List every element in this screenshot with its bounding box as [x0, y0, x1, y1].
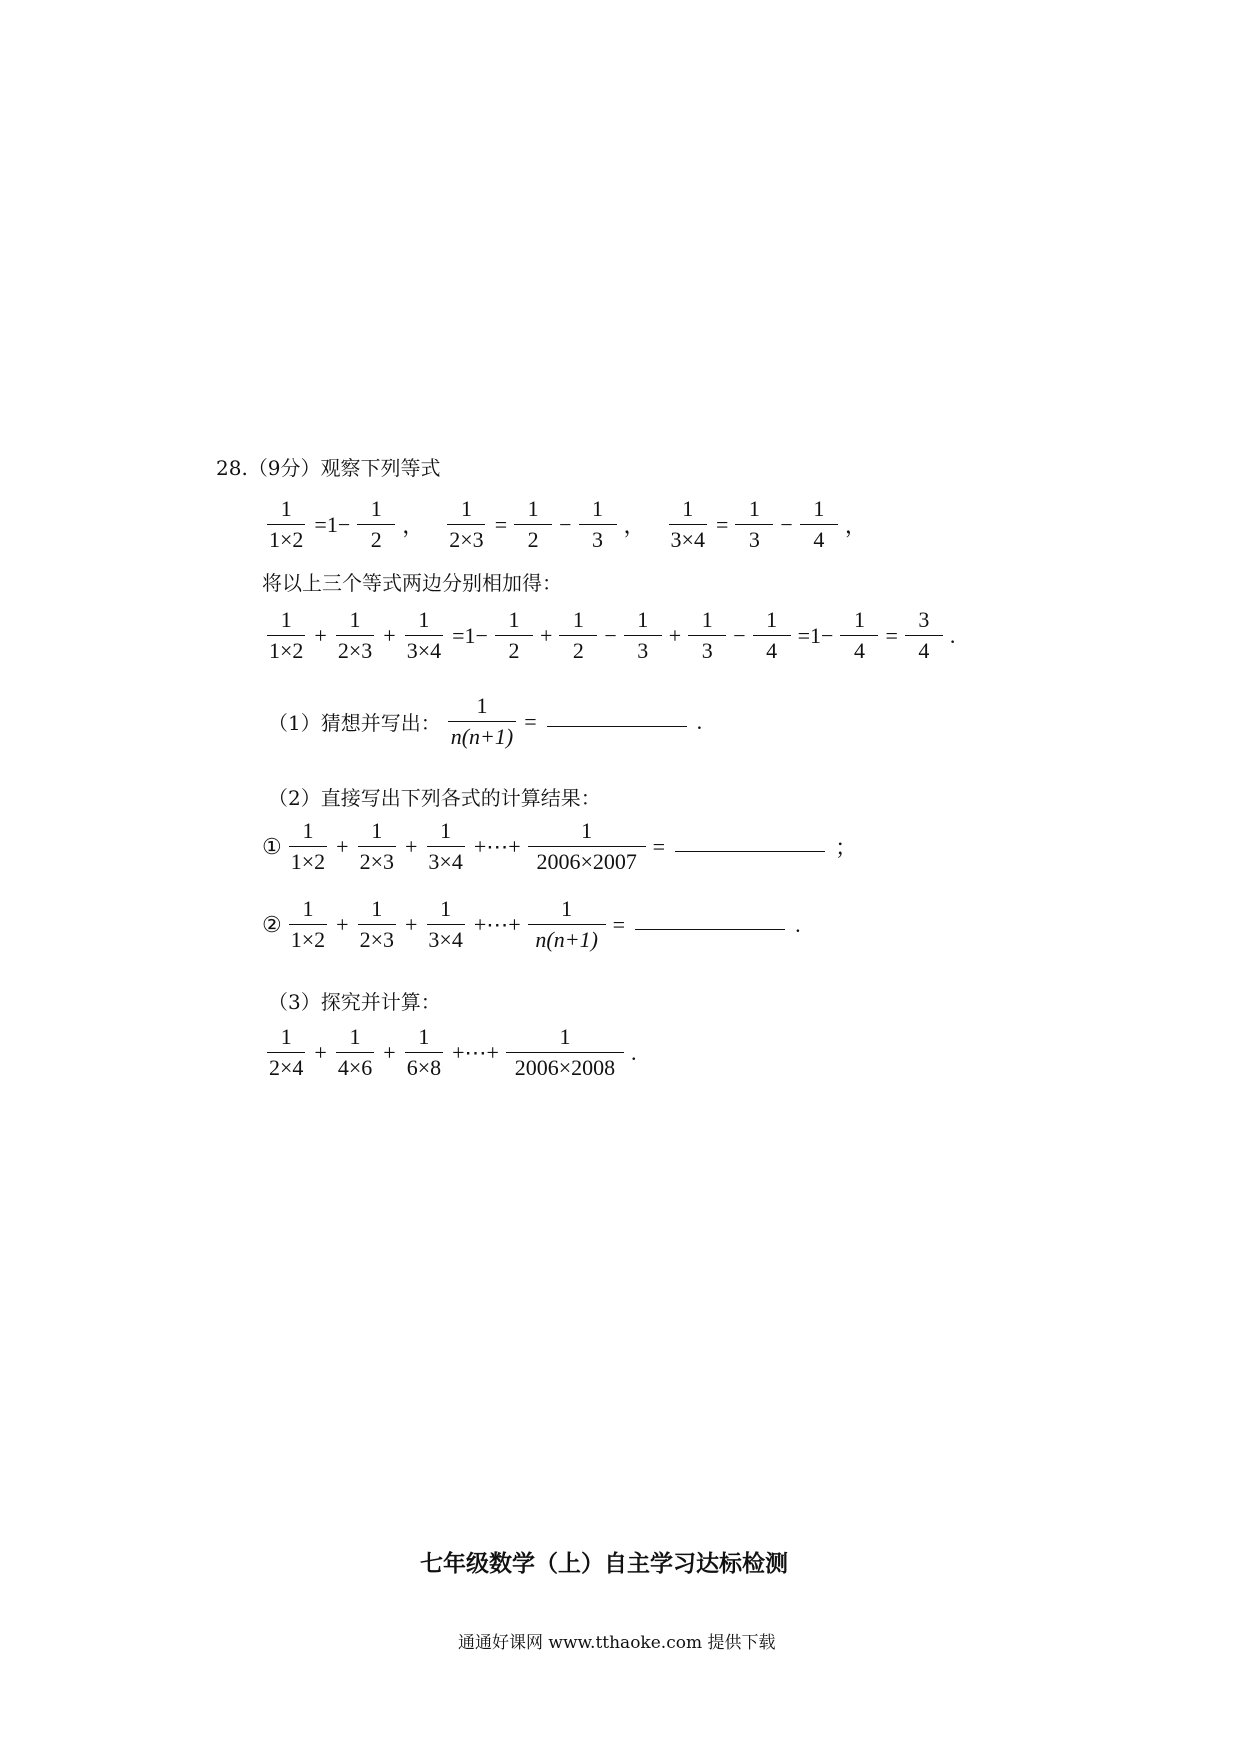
- question-header: [216, 452, 441, 481]
- part2-label: （2）直接写出下列各式的计算结果：: [268, 786, 601, 810]
- fraction: $\frac{1}{2}$: [514, 496, 552, 553]
- fraction: $\frac{1}{3}$: [579, 496, 617, 553]
- fraction: $\frac{1}{4}$: [800, 496, 838, 553]
- sum-equation: $\frac{1}{1\times 2}$ + $\frac{1}{2\times 3}$ + $\frac{1}{3\times 4}$ =1− $\frac{1}{2}$ + $\frac{1}{2}$ − $\frac{1}{3}$ + $\frac{1}{3}$ − $\frac{1}{4}$ =1− $\frac{1}{4}$ = $\frac{3}{4}$ .: [269, 607, 956, 663]
- fraction: $\frac{1}{2\times 3}$: [449, 496, 484, 552]
- answer-blank[interactable]: [675, 841, 825, 852]
- part3-expression: $\frac{1}{2\times 4}$ + $\frac{1}{4\times 6}$ + $\frac{1}{6\times 8}$ +⋯+ $\frac{1}{2006\times 2008}$ .: [269, 1024, 637, 1080]
- answer-blank[interactable]: [635, 919, 785, 930]
- observe-equations: $\frac{1}{1\times 2}$ =1− $\frac{1}{2}$ ， $\frac{1}{2\times 3}$ = $\frac{1}{2}$ − $\frac{1}{3}$ ， $\frac{1}{3\times 4}$ = $\frac{1}{3}$ − $\frac{1}{4}$ ，: [262, 496, 871, 553]
- question-number: 28.: [216, 456, 248, 480]
- part3-label: （3）探究并计算：: [268, 990, 441, 1014]
- part1-label: （1）猜想并写出：: [268, 711, 441, 735]
- instruction-text: 将以上三个等式两边分别相加得：: [262, 571, 562, 595]
- circled-2-marker: ②: [262, 911, 282, 937]
- answer-blank[interactable]: [547, 716, 687, 727]
- fraction: $\frac{1}{3\times 4}$: [670, 496, 705, 552]
- fraction: $\frac{1}{2}$: [357, 496, 395, 553]
- part2-item2: ② $\frac{1}{1\times 2}$ + $\frac{1}{2\times 3}$ + $\frac{1}{3\times 4}$ +⋯+ $\frac{1}{n(n+1)}$ = .: [262, 896, 801, 952]
- circled-1-marker: ①: [262, 833, 282, 859]
- part2-item1: ① $\frac{1}{1\times 2}$ + $\frac{1}{2\times 3}$ + $\frac{1}{3\times 4}$ +⋯+ $\frac{1}{2006\times 2007}$ = ；: [262, 818, 858, 874]
- question-points: （9分）: [247, 456, 321, 480]
- page-title: 七年级数学（上）自主学习达标检测: [420, 1551, 788, 1577]
- part1-row: （1）猜想并写出： $\frac{1}{n(n+1)}$ = .: [268, 693, 703, 749]
- fraction: $\frac{1}{3}$: [735, 496, 773, 553]
- footer-text: 通通好课网 www.tthaoke.com 提供下载: [458, 1633, 776, 1653]
- question-prompt: 观察下列等式: [320, 456, 441, 480]
- fraction: $\frac{1}{n(n+1)}$: [447, 693, 518, 750]
- fraction: $\frac{1}{1\times 2}$: [269, 496, 304, 552]
